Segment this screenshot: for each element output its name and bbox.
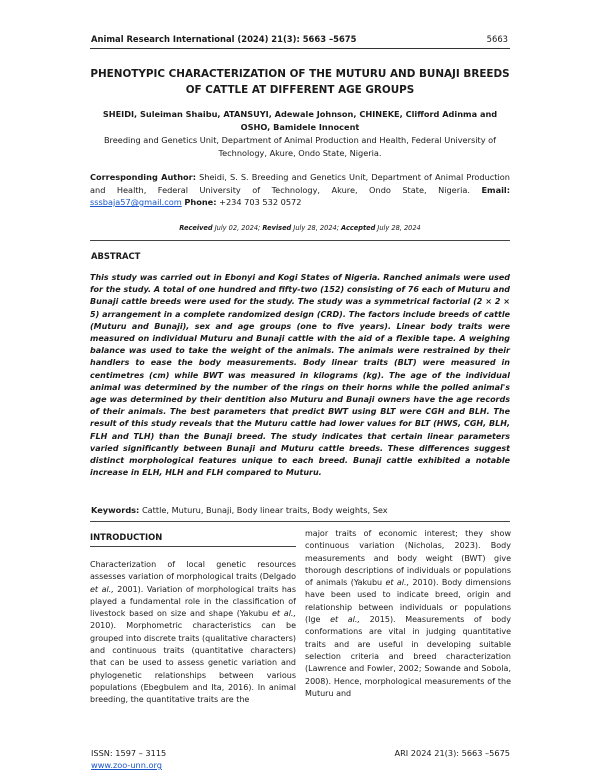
section-divider <box>90 240 510 241</box>
accepted-date: July 28, 2024 <box>377 224 421 232</box>
intro-text: 2001). Variation of morphological traits has played a fundamental role in the classification of livestock based on size and shape (Yakubu <box>90 584 297 619</box>
corresponding-author <box>90 171 510 209</box>
affiliation: Breeding and Genetics Unit, Department of Animal Production and Health, Federal University of Technology, Akure, Ondo State, Nigeria. <box>103 135 497 158</box>
revised-date: July 28, 2024; <box>293 224 339 232</box>
intro-text: 2010). Body dimensions have been used to indicate breed, origin and relationship between individuals or populations (Ige <box>305 578 512 625</box>
email-link[interactable]: sssbaja57@gmail.com <box>90 197 182 207</box>
page-number: 5663 <box>486 34 508 44</box>
abstract-heading: ABSTRACT <box>91 251 141 261</box>
keywords-list: Cattle, Muturu, Bunaji, Body linear traits, Body weights, Sex <box>141 505 388 515</box>
author-list: SHEIDI, Suleiman Shaibu, ATANSUYI, Adewale Johnson, CHINEKE, Clifford Adinma and OSHO, Bamidele Innocent <box>102 109 498 132</box>
journal-header: Animal Research International (2024) 21(3): 5663 –5675 <box>91 34 357 44</box>
intro-text: major traits of economic interest; they show continuous variation (Nicholas, 2023). Body measurements and body weight (BWT) give thorough descriptions of individuals or populations of animals (Yakubu <box>305 529 511 588</box>
phone-label: Phone: <box>184 197 217 207</box>
paper-title: PHENOTYPIC CHARACTERIZATION OF THE MUTURU AND BUNAJI BREEDS OF CATTLE AT DIFFERENT AGE GROUPS <box>90 68 510 96</box>
citation-etal: et al., <box>330 615 360 625</box>
received-date: July 02, 2024; <box>214 224 261 232</box>
keywords-label: Keywords: <box>91 505 140 515</box>
keywords-divider <box>90 521 510 522</box>
keywords <box>91 505 511 515</box>
abstract-text: This study was carried out in Ebonyi and Kogi States of Nigeria. Ranched animals were used for the study. A total of one hundred and fifty-two (152) consisting of 76 each of Muturu and Bunaji cattle breeds were used for the study. The study was a symmetrical factorial (2 × 2 × 5) arrangement in a complete randomized design (CRD). The factors include breeds of cattle (Muturu and Bunaji), sex and age groups (one to five years). Linear body traits were measured on individual Muturu and Bunaji cattle with the aid of a flexible tape. A weighing balance was used to take the weight of the animals. The animals were restrained by their handlers to ease the body measurements. Body linear traits (BLT) were measured in centimetres (cm) while BWT was measured in kilograms (kg). The age of the individual animal was determined by the number of the rings on their horns while the polled animal's age was determined by their dentition also Muturu and Bunaji owners have the age records of their animals. The best parameters that predict BWT using BLT were CGH and BLH. The result of this study reveals that the Muturu cattle had lower values for BLT (HWS, CGH, BLH, FLH and TLH) than the Bunaji breed. The study indicates that certain linear parameters varied significantly between Bunaji and Muturu cattle breeds. These differences suggest distinct morphological features unique to each breed. Bunaji cattle exhibited a notable increase in ELH, HLH and FLH compared to Muturu. <box>90 273 510 478</box>
introduction-divider <box>90 546 296 547</box>
intro-text: 2015). Measurements of body conformations are vital in judging quantitative traits and are useful in developing suitable selection criteria and breed characterization (Lawrence and Fowler, 2002; Sowande and Sobola, 2008). Hence, morphological measurements of the Muturu and <box>305 615 511 698</box>
intro-column-right <box>305 528 511 700</box>
citation-etal: et al., <box>385 578 410 588</box>
header-divider <box>90 48 510 49</box>
corresponding-label: Corresponding Author: <box>90 172 196 182</box>
issn: ISSN: 1597 – 3115 <box>91 748 167 758</box>
intro-text: Characterization of local genetic resources assesses variation of morphological traits (Delgado <box>90 560 296 582</box>
accepted-label: Accepted <box>341 224 376 232</box>
citation-etal: et al., <box>90 584 114 594</box>
phone-number: +234 703 532 0572 <box>219 197 302 207</box>
citation-etal: et al., <box>271 609 297 619</box>
received-label: Received <box>179 224 213 232</box>
email-label: Email: <box>481 184 510 195</box>
footer-citation: ARI 2024 21(3): 5663 –5675 <box>394 748 510 758</box>
article-dates <box>90 224 510 232</box>
introduction-heading: INTRODUCTION <box>90 532 163 542</box>
intro-text: 2010). Morphometric characteristics can be grouped into discrete traits (qualitative characters) and continuous traits (quantitative characters) that can be used to assess genetic variation and phylogenetic relationships between various populations (Ebegbulem and Ita, 2016). In animal breeding, the quantitative traits are the <box>90 621 296 705</box>
corresponding-text: Sheidi, S. S. Breeding and Genetics Unit, Department of Animal Production and Health, Federal University of Technology, Akure, Ondo State, Nigeria. <box>90 172 510 195</box>
website-link[interactable]: www.zoo-unn.org <box>91 760 162 770</box>
revised-label: Revised <box>262 224 292 232</box>
intro-column-left <box>90 559 296 707</box>
